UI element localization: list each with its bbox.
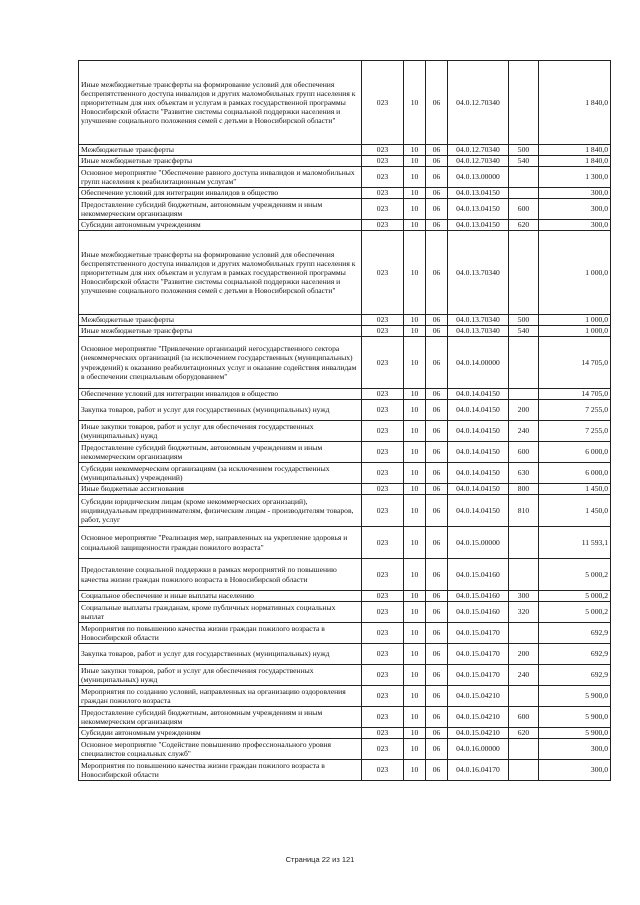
row-sum: 5 000,2 <box>539 602 611 623</box>
row-pr: 06 <box>426 421 448 442</box>
row-vr <box>509 61 539 145</box>
row-name: Основное мероприятие "Реализация мер, направленных на укрепление здоровья и социальной защищенности граждан пожилого возраста" <box>79 527 362 559</box>
row-vr: 320 <box>509 602 539 623</box>
row-sum: 5 000,2 <box>539 591 611 602</box>
row-grbs: 023 <box>362 602 404 623</box>
row-sum: 14 705,0 <box>539 337 611 389</box>
row-grbs: 023 <box>362 484 404 495</box>
row-csr: 04.0.15.04210 <box>448 707 509 728</box>
row-grbs: 023 <box>362 326 404 337</box>
row-sum: 5 900,0 <box>539 686 611 707</box>
row-pr: 06 <box>426 400 448 421</box>
row-vr: 200 <box>509 644 539 665</box>
row-pr: 06 <box>426 156 448 167</box>
table-row <box>79 760 611 781</box>
row-vr: 630 <box>509 463 539 484</box>
row-rz: 10 <box>404 686 426 707</box>
row-name: Предоставление субсидий бюджетным, автономным учреждениям и иным некоммерческим организациям <box>79 442 362 463</box>
table-row <box>79 623 611 644</box>
table-row <box>79 326 611 337</box>
row-grbs: 023 <box>362 623 404 644</box>
row-pr: 06 <box>426 686 448 707</box>
row-rz: 10 <box>404 421 426 442</box>
page-number: Страница 22 из 121 <box>285 855 355 864</box>
row-sum: 1 000,0 <box>539 231 611 315</box>
row-grbs: 023 <box>362 156 404 167</box>
row-name: Социальное обеспечение и иные выплаты населению <box>79 591 362 602</box>
row-grbs: 023 <box>362 644 404 665</box>
row-name: Субсидии юридическим лицам (кроме некоммерческих организаций), индивидуальным предпринимателям, физическим лицам - производителям товаров, работ, услуг <box>79 495 362 527</box>
row-grbs: 023 <box>362 145 404 156</box>
row-csr: 04.0.13.00000 <box>448 167 509 188</box>
row-name: Обеспечение условий для интеграции инвалидов в общество <box>79 188 362 199</box>
row-name: Иные межбюджетные трансферты <box>79 156 362 167</box>
row-grbs: 023 <box>362 315 404 326</box>
row-name: Основное мероприятие "Привлечение организаций негосударственного сектора (некоммерческих организаций (за исключением государственных (муниципальных) учреждений) к оказанию реабилитационных услуг и оказание содействия инвалидам в обеспечении специальным оборудованием" <box>79 337 362 389</box>
row-pr: 06 <box>426 728 448 739</box>
row-rz: 10 <box>404 220 426 231</box>
row-grbs: 023 <box>362 188 404 199</box>
table-row <box>79 156 611 167</box>
row-name: Субсидии автономным учреждениям <box>79 220 362 231</box>
row-rz: 10 <box>404 156 426 167</box>
row-grbs: 023 <box>362 495 404 527</box>
row-sum: 300,0 <box>539 739 611 760</box>
row-rz: 10 <box>404 484 426 495</box>
row-csr: 04.0.14.04150 <box>448 495 509 527</box>
table-row <box>79 527 611 559</box>
row-sum: 1 450,0 <box>539 484 611 495</box>
row-rz: 10 <box>404 231 426 315</box>
row-rz: 10 <box>404 315 426 326</box>
row-grbs: 023 <box>362 728 404 739</box>
row-sum: 1 000,0 <box>539 315 611 326</box>
table-row <box>79 337 611 389</box>
row-pr: 06 <box>426 220 448 231</box>
row-rz: 10 <box>404 728 426 739</box>
row-csr: 04.0.13.70340 <box>448 231 509 315</box>
row-grbs: 023 <box>362 199 404 220</box>
row-csr: 04.0.16.00000 <box>448 739 509 760</box>
budget-table <box>78 60 611 781</box>
row-pr: 06 <box>426 644 448 665</box>
row-pr: 06 <box>426 188 448 199</box>
row-rz: 10 <box>404 61 426 145</box>
row-grbs: 023 <box>362 337 404 389</box>
row-csr: 04.0.15.04170 <box>448 644 509 665</box>
row-csr: 04.0.12.70340 <box>448 145 509 156</box>
row-vr: 200 <box>509 400 539 421</box>
table-row <box>79 167 611 188</box>
row-name: Социальные выплаты гражданам, кроме публичных нормативных социальных выплат <box>79 602 362 623</box>
row-pr: 06 <box>426 602 448 623</box>
row-grbs: 023 <box>362 707 404 728</box>
row-rz: 10 <box>404 665 426 686</box>
row-grbs: 023 <box>362 665 404 686</box>
row-csr: 04.0.15.04170 <box>448 665 509 686</box>
row-grbs: 023 <box>362 167 404 188</box>
row-pr: 06 <box>426 337 448 389</box>
row-name: Субсидии автономным учреждениям <box>79 728 362 739</box>
row-pr: 06 <box>426 707 448 728</box>
row-pr: 06 <box>426 61 448 145</box>
row-grbs: 023 <box>362 400 404 421</box>
row-name: Иные межбюджетные трансферты на формирование условий для обеспечения беспрепятственного доступа инвалидов и других маломобильных групп населения к приоритетным для них объектам и услугам в рамках государственной программы Новосибирской области "Развитие системы социальной поддержки населения и улучшение социального положения семей с детьми в Новосибирской области" <box>79 231 362 315</box>
row-rz: 10 <box>404 337 426 389</box>
row-sum: 692,9 <box>539 665 611 686</box>
table-row <box>79 199 611 220</box>
row-csr: 04.0.13.70340 <box>448 326 509 337</box>
row-csr: 04.0.14.00000 <box>448 337 509 389</box>
row-grbs: 023 <box>362 760 404 781</box>
row-sum: 692,9 <box>539 644 611 665</box>
row-vr: 540 <box>509 156 539 167</box>
table-row <box>79 707 611 728</box>
row-rz: 10 <box>404 591 426 602</box>
row-rz: 10 <box>404 145 426 156</box>
row-csr: 04.0.13.04150 <box>448 199 509 220</box>
row-rz: 10 <box>404 400 426 421</box>
row-sum: 6 000,0 <box>539 463 611 484</box>
row-pr: 06 <box>426 389 448 400</box>
row-rz: 10 <box>404 167 426 188</box>
table-row <box>79 421 611 442</box>
row-rz: 10 <box>404 199 426 220</box>
budget-table-body <box>79 61 611 781</box>
table-row <box>79 231 611 315</box>
row-vr <box>509 337 539 389</box>
table-row <box>79 665 611 686</box>
row-grbs: 023 <box>362 421 404 442</box>
row-csr: 04.0.15.04160 <box>448 602 509 623</box>
table-row <box>79 559 611 591</box>
table-row <box>79 644 611 665</box>
row-vr: 600 <box>509 707 539 728</box>
row-vr <box>509 559 539 591</box>
row-sum: 300,0 <box>539 760 611 781</box>
row-csr: 04.0.14.04150 <box>448 484 509 495</box>
row-sum: 6 000,0 <box>539 442 611 463</box>
row-vr <box>509 389 539 400</box>
row-pr: 06 <box>426 199 448 220</box>
row-pr: 06 <box>426 739 448 760</box>
row-sum: 1 840,0 <box>539 145 611 156</box>
table-row <box>79 61 611 145</box>
budget-page <box>78 60 610 781</box>
row-sum: 300,0 <box>539 220 611 231</box>
row-grbs: 023 <box>362 463 404 484</box>
row-csr: 04.0.12.70340 <box>448 61 509 145</box>
table-row <box>79 389 611 400</box>
row-csr: 04.0.14.04150 <box>448 421 509 442</box>
row-csr: 04.0.13.70340 <box>448 315 509 326</box>
row-pr: 06 <box>426 527 448 559</box>
row-vr: 800 <box>509 484 539 495</box>
row-pr: 06 <box>426 495 448 527</box>
row-pr: 06 <box>426 463 448 484</box>
row-pr: 06 <box>426 665 448 686</box>
row-vr: 620 <box>509 728 539 739</box>
row-csr: 04.0.15.04170 <box>448 623 509 644</box>
row-pr: 06 <box>426 167 448 188</box>
row-vr <box>509 623 539 644</box>
table-row <box>79 220 611 231</box>
row-vr <box>509 188 539 199</box>
table-row <box>79 591 611 602</box>
row-name: Мероприятия по созданию условий, направленных на организацию оздоровления граждан пожилого возраста <box>79 686 362 707</box>
row-sum: 11 593,1 <box>539 527 611 559</box>
row-sum: 14 705,0 <box>539 389 611 400</box>
row-csr: 04.0.13.04150 <box>448 188 509 199</box>
row-pr: 06 <box>426 623 448 644</box>
row-csr: 04.0.14.04150 <box>448 389 509 400</box>
row-sum: 1 450,0 <box>539 495 611 527</box>
row-sum: 7 255,0 <box>539 421 611 442</box>
row-name: Предоставление социальной поддержки в рамках мероприятий по повышению качества жизни граждан пожилого возраста в Новосибирской области <box>79 559 362 591</box>
table-row <box>79 145 611 156</box>
row-rz: 10 <box>404 495 426 527</box>
row-pr: 06 <box>426 326 448 337</box>
row-name: Предоставление субсидий бюджетным, автономным учреждениям и иным некоммерческим организациям <box>79 707 362 728</box>
row-rz: 10 <box>404 623 426 644</box>
table-row <box>79 463 611 484</box>
table-row <box>79 484 611 495</box>
row-csr: 04.0.15.04160 <box>448 591 509 602</box>
row-vr <box>509 686 539 707</box>
table-row <box>79 315 611 326</box>
row-sum: 300,0 <box>539 188 611 199</box>
row-grbs: 023 <box>362 559 404 591</box>
row-pr: 06 <box>426 559 448 591</box>
table-row <box>79 442 611 463</box>
row-pr: 06 <box>426 760 448 781</box>
row-vr: 810 <box>509 495 539 527</box>
row-vr <box>509 739 539 760</box>
row-sum: 1 300,0 <box>539 167 611 188</box>
row-grbs: 023 <box>362 686 404 707</box>
table-row <box>79 602 611 623</box>
table-row <box>79 495 611 527</box>
row-rz: 10 <box>404 188 426 199</box>
row-name: Основное мероприятие "Обеспечение равного доступа инвалидов и маломобильных групп населения к реабилитационным услугам" <box>79 167 362 188</box>
row-csr: 04.0.13.04150 <box>448 220 509 231</box>
row-csr: 04.0.15.04160 <box>448 559 509 591</box>
row-csr: 04.0.14.04150 <box>448 400 509 421</box>
row-sum: 1 840,0 <box>539 156 611 167</box>
row-vr <box>509 167 539 188</box>
row-pr: 06 <box>426 145 448 156</box>
row-pr: 06 <box>426 315 448 326</box>
row-rz: 10 <box>404 463 426 484</box>
row-vr: 240 <box>509 665 539 686</box>
table-row <box>79 188 611 199</box>
table-row <box>79 400 611 421</box>
row-grbs: 023 <box>362 739 404 760</box>
row-name: Мероприятия по повышению качества жизни граждан пожилого возраста в Новосибирской области <box>79 760 362 781</box>
row-name: Иные закупки товаров, работ и услуг для обеспечения государственных (муниципальных) нужд <box>79 665 362 686</box>
row-rz: 10 <box>404 760 426 781</box>
row-vr: 600 <box>509 442 539 463</box>
row-pr: 06 <box>426 442 448 463</box>
row-vr <box>509 231 539 315</box>
row-vr: 540 <box>509 326 539 337</box>
row-grbs: 023 <box>362 527 404 559</box>
row-pr: 06 <box>426 484 448 495</box>
row-name: Межбюджетные трансферты <box>79 145 362 156</box>
row-name: Межбюджетные трансферты <box>79 315 362 326</box>
row-sum: 5 900,0 <box>539 728 611 739</box>
row-pr: 06 <box>426 231 448 315</box>
row-sum: 1 840,0 <box>539 61 611 145</box>
row-rz: 10 <box>404 739 426 760</box>
row-rz: 10 <box>404 442 426 463</box>
row-rz: 10 <box>404 527 426 559</box>
row-name: Иные бюджетные ассигнования <box>79 484 362 495</box>
row-vr <box>509 760 539 781</box>
row-grbs: 023 <box>362 220 404 231</box>
row-rz: 10 <box>404 389 426 400</box>
row-grbs: 023 <box>362 591 404 602</box>
row-name: Закупка товаров, работ и услуг для государственных (муниципальных) нужд <box>79 644 362 665</box>
row-csr: 04.0.15.00000 <box>448 527 509 559</box>
row-rz: 10 <box>404 707 426 728</box>
row-grbs: 023 <box>362 442 404 463</box>
row-vr: 300 <box>509 591 539 602</box>
row-grbs: 023 <box>362 231 404 315</box>
row-rz: 10 <box>404 326 426 337</box>
row-name: Закупка товаров, работ и услуг для государственных (муниципальных) нужд <box>79 400 362 421</box>
row-vr: 600 <box>509 199 539 220</box>
row-vr: 500 <box>509 145 539 156</box>
row-vr: 620 <box>509 220 539 231</box>
row-sum: 1 000,0 <box>539 326 611 337</box>
row-sum: 692,9 <box>539 623 611 644</box>
row-csr: 04.0.12.70340 <box>448 156 509 167</box>
row-name: Обеспечение условий для интеграции инвалидов в общество <box>79 389 362 400</box>
row-rz: 10 <box>404 559 426 591</box>
row-sum: 7 255,0 <box>539 400 611 421</box>
row-csr: 04.0.14.04150 <box>448 463 509 484</box>
row-rz: 10 <box>404 644 426 665</box>
row-name: Субсидии некоммерческим организациям (за исключением государственных (муниципальных) учреждений) <box>79 463 362 484</box>
row-sum: 5 900,0 <box>539 707 611 728</box>
row-vr: 240 <box>509 421 539 442</box>
row-sum: 5 000,2 <box>539 559 611 591</box>
table-row <box>79 739 611 760</box>
row-name: Основное мероприятие "Содействие повышению профессионального уровня специалистов социальных служб" <box>79 739 362 760</box>
row-grbs: 023 <box>362 389 404 400</box>
row-vr <box>509 527 539 559</box>
row-name: Иные межбюджетные трансферты <box>79 326 362 337</box>
row-csr: 04.0.15.04210 <box>448 686 509 707</box>
row-csr: 04.0.15.04210 <box>448 728 509 739</box>
row-rz: 10 <box>404 602 426 623</box>
row-csr: 04.0.14.04150 <box>448 442 509 463</box>
row-csr: 04.0.16.04170 <box>448 760 509 781</box>
row-pr: 06 <box>426 591 448 602</box>
row-name: Иные закупки товаров, работ и услуг для обеспечения государственных (муниципальных) нужд <box>79 421 362 442</box>
row-name: Иные межбюджетные трансферты на формирование условий для обеспечения беспрепятственного доступа инвалидов и других маломобильных групп населения к приоритетным для них объектам и услугам в рамках государственной программы Новосибирской области "Развитие системы социальной поддержки населения и улучшение социального положения семей с детьми в Новосибирской области" <box>79 61 362 145</box>
row-name: Мероприятия по повышению качества жизни граждан пожилого возраста в Новосибирской области <box>79 623 362 644</box>
row-sum: 300,0 <box>539 199 611 220</box>
row-vr: 500 <box>509 315 539 326</box>
row-name: Предоставление субсидий бюджетным, автономным учреждениям и иным некоммерческим организациям <box>79 199 362 220</box>
row-grbs: 023 <box>362 61 404 145</box>
table-row <box>79 686 611 707</box>
table-row <box>79 728 611 739</box>
